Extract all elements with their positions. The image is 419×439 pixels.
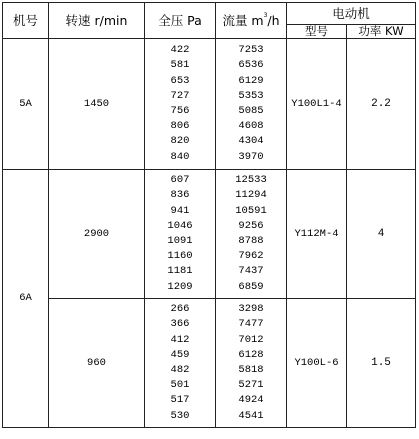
flow-value: 6128 (238, 348, 264, 361)
pressure-value: 517 (170, 394, 190, 407)
header-motor-power: 功率 KW (347, 25, 416, 39)
flow-value: 5818 (238, 364, 264, 376)
flow-value: 8788 (238, 235, 264, 247)
flow-value: 6536 (238, 59, 264, 72)
speed-cell: 1450 (49, 39, 145, 170)
header-pressure: 全压 Pa (145, 3, 216, 39)
pressure-value: 840 (170, 150, 190, 163)
header-speed: 转速 r/min (49, 3, 145, 39)
pressure-value: 1209 (167, 280, 193, 293)
pressure-value: 653 (170, 74, 190, 87)
flow-value: 6859 (238, 280, 264, 293)
flow-value: 5271 (238, 379, 264, 392)
flow-value: 5085 (238, 105, 264, 117)
flow-value: 6129 (238, 74, 264, 87)
flow-value: 5353 (238, 89, 264, 102)
motor-type-cell: Y100L1-4 (287, 39, 347, 170)
fan-spec-table (2, 2, 416, 428)
flow-value: 11294 (235, 189, 267, 202)
pressure-list (145, 170, 216, 299)
flow-value: 4924 (238, 394, 264, 407)
flow-value: 3970 (238, 150, 264, 163)
pressure-value: 607 (170, 174, 190, 187)
pressure-value: 836 (170, 189, 190, 202)
pressure-value: 412 (170, 333, 190, 346)
speed-cell: 960 (49, 299, 145, 428)
flow-value: 12533 (235, 174, 267, 187)
flow-value: 4304 (238, 135, 264, 148)
speed-cell: 2900 (49, 170, 145, 299)
pressure-value: 820 (170, 135, 190, 148)
pressure-value: 941 (170, 204, 190, 217)
pressure-value: 501 (170, 379, 190, 392)
pressure-value: 366 (170, 318, 190, 331)
header-flow-prefix: 流量 m (222, 13, 264, 28)
motor-power-cell: 2.2 (347, 39, 416, 170)
header-flow (216, 3, 287, 39)
motor-type-cell: Y100L-6 (287, 299, 347, 428)
model-cell-6a: 6A (3, 170, 49, 428)
flow-value: 4541 (238, 409, 264, 422)
flow-value: 4608 (238, 120, 264, 133)
model-cell-5a: 5A (3, 39, 49, 170)
pressure-value: 727 (170, 89, 190, 102)
pressure-value: 1046 (167, 219, 193, 232)
flow-value: 7962 (238, 250, 264, 263)
pressure-value: 806 (170, 120, 190, 133)
motor-type-cell: Y112M-4 (287, 170, 347, 299)
flow-list (216, 299, 287, 428)
flow-list (216, 39, 287, 170)
pressure-value: 756 (170, 105, 190, 117)
pressure-value: 530 (170, 409, 190, 422)
header-motor-type: 型号 (287, 25, 347, 39)
pressure-value: 459 (170, 348, 190, 361)
motor-power-cell: 1.5 (347, 299, 416, 428)
pressure-value: 482 (170, 364, 190, 376)
header-motor: 电动机 (287, 3, 416, 25)
pressure-value: 1181 (167, 265, 193, 278)
pressure-value: 1160 (167, 250, 193, 263)
pressure-value: 581 (170, 59, 190, 72)
motor-power-cell: 4 (347, 170, 416, 299)
flow-list (216, 170, 287, 299)
flow-value: 9256 (238, 219, 264, 232)
pressure-value: 422 (170, 44, 190, 57)
pressure-value: 1091 (167, 235, 193, 247)
header-flow-suffix: /h (267, 13, 280, 28)
flow-value: 7012 (238, 333, 264, 346)
flow-value: 10591 (235, 204, 267, 217)
flow-value: 7437 (238, 265, 264, 278)
pressure-value: 266 (170, 303, 190, 316)
flow-value: 7253 (238, 44, 264, 57)
pressure-list (145, 39, 216, 170)
pressure-list (145, 299, 216, 428)
header-model: 机号 (3, 3, 49, 39)
flow-value: 7477 (238, 318, 264, 331)
header-flow-sup: 3 (263, 12, 268, 19)
flow-value: 3298 (238, 303, 264, 316)
